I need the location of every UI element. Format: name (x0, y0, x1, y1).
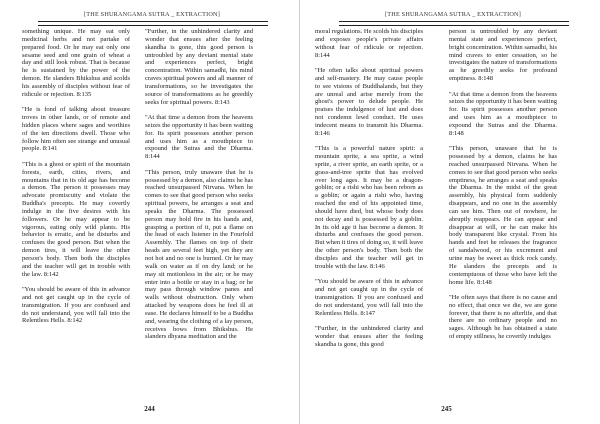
paragraph: "Further, in the unhindered clarity and wonder that ensues after the feeling skandha is gone, this good (315, 325, 423, 348)
paragraph: "He often says that there is no cause and no effect, that once we die, we are gone forever, that there is no afterlife, and that there are no ordinary people and no sages. Although he has obtained a state of empty stillness, he covertly indulges (449, 293, 557, 341)
paragraph: moral regulations. He scolds his disciples and exposes people's private affairs without fear of ridicule or rejection. 8:144 (315, 28, 423, 59)
paragraph: "Further, in the unhindered clarity and wonder that ensues after the feeling skandha is gone, this good person is untroubled by any deviant mental state and experiences perfect, bright concentration. Within samadhi, his mind craves spiritual powers and all manner of transformations, so he investigates the source of transformations as he greedily seeks for spiritual powers. 8:143 (145, 28, 253, 106)
paragraph: "At that time a demon from the heavens seizes the opportunity it has been waiting for. Its spirit possesses another person and uses him as a mouthpiece to expound the Sutras and the Dharma. 8:148 (449, 90, 557, 137)
paragraph: "This is a powerful nature spirit: a mountain sprite, a sea sprite, a wind sprite, a river sprite, an earth sprite, or a grass-and-tree sprite that has evolved over long ages. It may be a dragon-goblin; or a rishi who has been reborn as a goblin; or again a rishi who, having reached the end of his appointed time, should have died, but whose body does not decay and is possessed by a goblin. In its old age it has become a demon. It disturbs and confuses the good person. But when it tires of doing so, it will leave the other person's body. Then both the disciples and the teacher will get in trouble with the law. 8:146 (315, 145, 423, 270)
paragraph: "This person, truly unaware that he is possessed by a demon, also claims he has reached unsurpassed Nirvana. When he comes to see that good person who seeks spiritual powers, he arranges a seat and speaks the Dharma. The possessed person may hold fire in his hands and, grasping a portion of it, put a flame on the head of each listener in the Fourfold Assembly. The flames on top of their heads are several feet high, yet they are not hot and no one is burned. Or he may walk on water as if on dry land; or he may sit motionless in the air; or he may enter into a bottle or stay in a bag; or he may pass through window panes and walls without obstruction. Only when attacked by weapons does he feel ill at ease. He declares himself to be a Buddha and, wearing the clothing of a lay person, receives bows from Bhikshus. He slanders dhyana meditation and the (145, 168, 253, 341)
page-number: 244 (144, 405, 155, 413)
text-column-left (315, 28, 423, 403)
paragraph: "This person, unaware that he is possessed by a demon, claims he has reached unsurpassed Nirvana. When he comes to see that good person who seeks emptiness, he arranges a seat and speaks the Dharma. In the midst of the great assembly, his physical form suddenly disappears, and no one in the assembly can see him. Then out of nowhere, he abruptly reappears. He can appear and disappear at will, or he can make his body transparent like crystal. From his hands and feet he releases the fragrance of sandalwood, or his excrement and urine may be sweet as thick rock candy. He slanders the precepts and is contemptuous of those who have left the home life. 8:148 (449, 145, 557, 286)
paragraph: "At that time a demon from the heavens seizes the opportunity it has been waiting for. Its spirit possesses another person and uses him as a mouthpiece to expound the Sutras and the Dharma. 8:144 (145, 114, 253, 161)
paragraph: person is untroubled by any deviant mental state and experiences perfect, bright concentration. Within samadhi, his mind craves to enter cessation, so he investigates the nature of transformations as he greedily seeks for profound emptiness. 8:148 (449, 28, 557, 83)
text-column-right (449, 28, 557, 403)
paragraph: "This is a ghost or spirit of the mountain forests, earth, cities, rivers, and mountains that in its old age has become a demon. The person it possesses may advocate promiscuity and violate the Buddha's precepts. He may covertly indulge in the five desires with his followers. Or he may appear to be vigorous, eating only wild plants. His behavior is erratic, and he disturbs and confuses the good person. But when the demon tires, it will leave the other person's body. Then both the disciples and the teacher will get in trouble with the law. 8:142 (22, 160, 130, 278)
running-head: [THE SHURANGAMA SUTRA _ EXTRACTION] (385, 11, 521, 18)
text-column-right (145, 28, 253, 403)
right-page (301, 0, 600, 424)
paragraph: "He often talks about spiritual powers and self-mastery. He may cause people to see visions of Buddhalands, but they are unreal and arise merely from the ghost's power to delude people. He praises the indulgence of lust and does not condemn lewd conduct. He uses indecent means to transmit his Dharma. 8:146 (315, 66, 423, 137)
header-rule (339, 21, 569, 26)
paragraph: "You should be aware of this in advance and not get caught up in the cycle of transmigration. If you are confused and do not understand, you will fall into the Relentless Hells. 8:142 (22, 286, 130, 325)
paragraph: something unique. He may eat only medicinal herbs and not partake of prepared food. Or he may eat only one sesame seed and one grain of wheat a day and still look robust. That is because he is sustained by the power of the demon. He slanders Bhikshus and scolds his assembly of disciples without fear of ridicule or rejection. 8:135 (22, 28, 130, 98)
text-column-left (22, 28, 130, 403)
running-head: [THE SHURANGAMA SUTRA _ EXTRACTION] (84, 11, 220, 18)
paragraph: "You should be aware of this in advance and not get caught up in the cycle of transmigration. If you are confused and do not understand, you will fall into the Relentless Hells. 8:147 (315, 278, 423, 317)
header-rule (38, 21, 268, 26)
page-number: 245 (441, 405, 452, 413)
paragraph: "He is fond of talking about treasure troves in other lands, or of remote and hidden places where sages and worthies of the ten directions dwell. Those who follow him often see strange and unusual people. 8:141 (22, 106, 130, 153)
